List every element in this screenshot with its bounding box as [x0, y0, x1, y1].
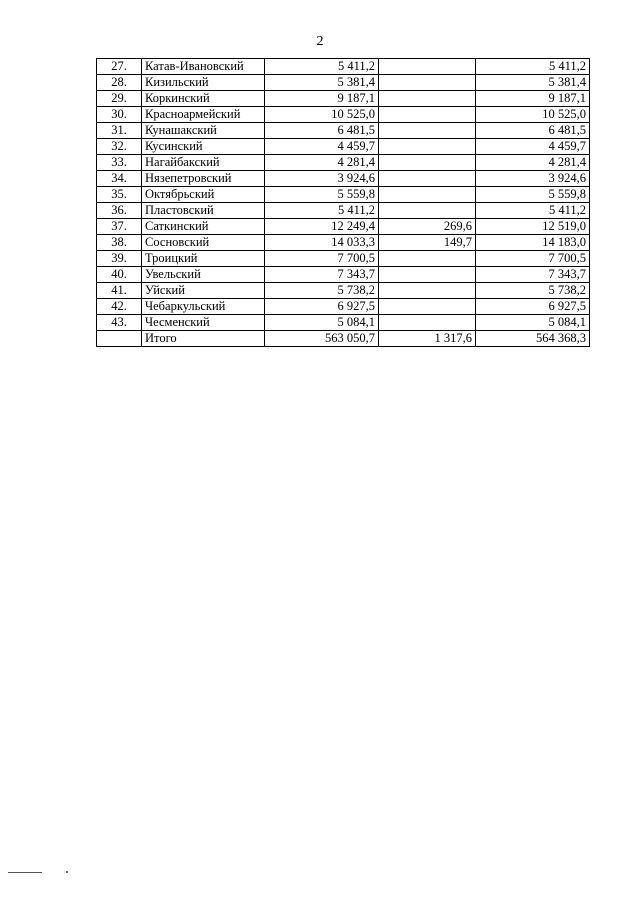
district-name: Октябрьский: [142, 187, 265, 203]
value-column-1: 563 050,7: [265, 331, 379, 347]
table-row: [97, 267, 590, 283]
value-column-1: 14 033,3: [265, 235, 379, 251]
row-number: 29.: [97, 91, 142, 107]
table-row: [97, 123, 590, 139]
value-column-3: 4 459,7: [476, 139, 590, 155]
row-number: 31.: [97, 123, 142, 139]
table-row: [97, 107, 590, 123]
value-column-3: 5 559,8: [476, 187, 590, 203]
district-name: Чебаркульский: [142, 299, 265, 315]
value-column-2: 149,7: [379, 235, 476, 251]
value-column-3: 5 411,2: [476, 203, 590, 219]
value-column-1: 12 249,4: [265, 219, 379, 235]
value-column-1: 5 738,2: [265, 283, 379, 299]
row-number: 33.: [97, 155, 142, 171]
value-column-1: 5 084,1: [265, 315, 379, 331]
value-column-3: 14 183,0: [476, 235, 590, 251]
value-column-2: 1 317,6: [379, 331, 476, 347]
table-row: [97, 235, 590, 251]
value-column-3: 3 924,6: [476, 171, 590, 187]
row-number: 42.: [97, 299, 142, 315]
table-row: [97, 315, 590, 331]
value-column-1: 6 927,5: [265, 299, 379, 315]
row-number: 41.: [97, 283, 142, 299]
table-row: [97, 91, 590, 107]
value-column-3: 10 525,0: [476, 107, 590, 123]
value-column-2: [379, 91, 476, 107]
district-name: Нязепетровский: [142, 171, 265, 187]
row-number: 43.: [97, 315, 142, 331]
page-number: 2: [316, 34, 324, 49]
table-row: [97, 283, 590, 299]
district-name: Чесменский: [142, 315, 265, 331]
table-row: [97, 203, 590, 219]
table-row: [97, 251, 590, 267]
value-column-1: 4 459,7: [265, 139, 379, 155]
row-number: 27.: [97, 59, 142, 75]
value-column-2: [379, 107, 476, 123]
row-number: 32.: [97, 139, 142, 155]
value-column-3: 5 738,2: [476, 283, 590, 299]
value-column-3: 6 927,5: [476, 299, 590, 315]
value-column-2: [379, 315, 476, 331]
row-number: [97, 331, 142, 347]
table-row: [97, 59, 590, 75]
value-column-3: 4 281,4: [476, 155, 590, 171]
value-column-3: 564 368,3: [476, 331, 590, 347]
table-row: [97, 139, 590, 155]
district-name: Саткинский: [142, 219, 265, 235]
row-number: 30.: [97, 107, 142, 123]
row-number: 35.: [97, 187, 142, 203]
district-name: Увельский: [142, 267, 265, 283]
district-name: Нагайбакский: [142, 155, 265, 171]
value-column-2: [379, 139, 476, 155]
district-name: Катав-Ивановский: [142, 59, 265, 75]
value-column-1: 7 343,7: [265, 267, 379, 283]
value-column-1: 10 525,0: [265, 107, 379, 123]
value-column-2: [379, 59, 476, 75]
value-column-1: 5 411,2: [265, 59, 379, 75]
value-column-2: [379, 251, 476, 267]
table-row: [97, 299, 590, 315]
value-column-2: [379, 75, 476, 91]
value-column-3: 5 381,4: [476, 75, 590, 91]
value-column-3: 5 411,2: [476, 59, 590, 75]
value-column-1: 5 381,4: [265, 75, 379, 91]
district-name: Кунашакский: [142, 123, 265, 139]
district-name: Пластовский: [142, 203, 265, 219]
row-number: 34.: [97, 171, 142, 187]
value-column-1: 5 559,8: [265, 187, 379, 203]
footer-mark: [8, 872, 42, 873]
row-number: 38.: [97, 235, 142, 251]
total-row: [97, 331, 590, 347]
district-table: [96, 58, 590, 347]
value-column-3: 6 481,5: [476, 123, 590, 139]
district-name: Уйский: [142, 283, 265, 299]
table-row: [97, 155, 590, 171]
value-column-3: 5 084,1: [476, 315, 590, 331]
value-column-3: 12 519,0: [476, 219, 590, 235]
row-number: 39.: [97, 251, 142, 267]
row-number: 40.: [97, 267, 142, 283]
district-name: Сосновский: [142, 235, 265, 251]
district-name: Троицкий: [142, 251, 265, 267]
district-name: Кизильский: [142, 75, 265, 91]
value-column-2: [379, 123, 476, 139]
value-column-1: 6 481,5: [265, 123, 379, 139]
district-name: Красноармейский: [142, 107, 265, 123]
value-column-2: [379, 299, 476, 315]
value-column-2: [379, 155, 476, 171]
district-name: Кусинский: [142, 139, 265, 155]
value-column-2: [379, 203, 476, 219]
district-name: Коркинский: [142, 91, 265, 107]
table-row: [97, 219, 590, 235]
row-number: 28.: [97, 75, 142, 91]
value-column-2: [379, 171, 476, 187]
table-row: [97, 187, 590, 203]
value-column-2: 269,6: [379, 219, 476, 235]
table-row: [97, 75, 590, 91]
row-number: 36.: [97, 203, 142, 219]
value-column-1: 9 187,1: [265, 91, 379, 107]
value-column-3: 7 343,7: [476, 267, 590, 283]
value-column-1: 5 411,2: [265, 203, 379, 219]
row-number: 37.: [97, 219, 142, 235]
value-column-3: 7 700,5: [476, 251, 590, 267]
table-body: [97, 59, 590, 347]
value-column-1: 3 924,6: [265, 171, 379, 187]
value-column-1: 7 700,5: [265, 251, 379, 267]
value-column-2: [379, 187, 476, 203]
value-column-3: 9 187,1: [476, 91, 590, 107]
value-column-2: [379, 267, 476, 283]
footer-dot: [66, 871, 68, 873]
district-name: Итого: [142, 331, 265, 347]
value-column-1: 4 281,4: [265, 155, 379, 171]
value-column-2: [379, 283, 476, 299]
table-row: [97, 171, 590, 187]
